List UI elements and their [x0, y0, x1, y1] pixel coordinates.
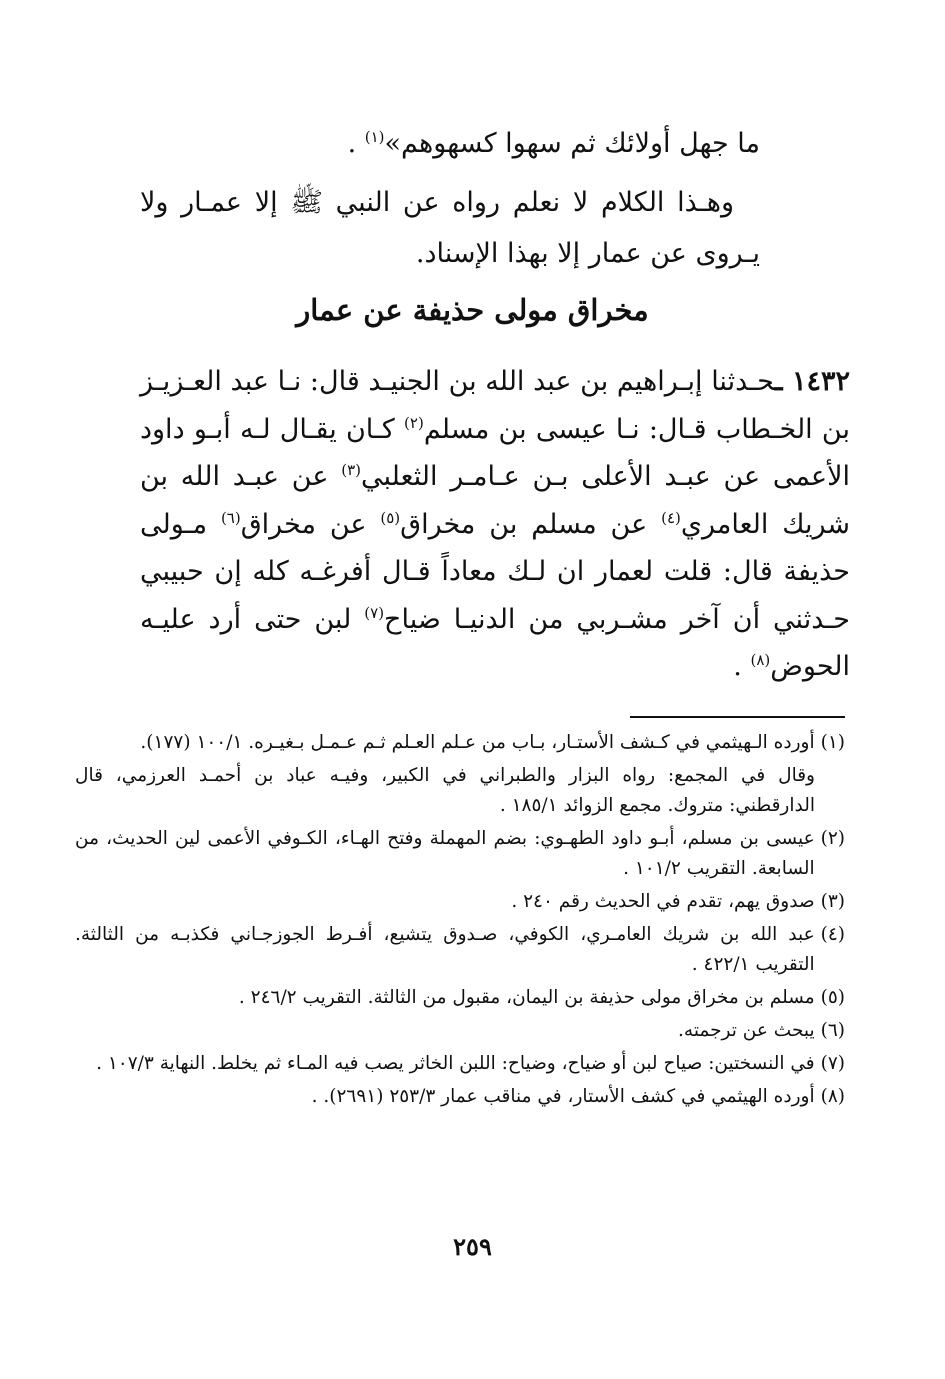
narration-paragraph: وهـذا الكلام لا نعلم رواه عن النبي ﷺ إلا عمـار ولا يـروى عن عمار إلا بهذا الإسناد. — [140, 187, 760, 269]
continuation-text: ما جهل أولائك ثم سهوا كسهوهم» — [384, 128, 760, 159]
footnote-text: صدوق يهم، تقدم في الحديث رقم ٢٤٠ . — [511, 891, 815, 912]
hadith-part-3: عن عبـد الله بن شريك العامري — [140, 461, 850, 540]
footnote-text: يبحث عن ترجمته. — [678, 1020, 815, 1041]
footnote-number: (٥) — [820, 987, 845, 1008]
hadith-entry — [140, 358, 850, 691]
footnote-text: أورده الهيثمي في كشف الأستار، في مناقب عمار ٢٥٣/٣ (٢٦٩١). . — [311, 1086, 815, 1107]
hadith-part-2: كـان يقـال لـه أبـو داود الأعمى عن عبـد الأعلى بـن عـامـر الثعلبي — [140, 413, 851, 492]
footnote-number: (٣) — [820, 891, 845, 912]
footnote-ref-4: (٤) — [661, 508, 681, 527]
footnote-ref-6: (٦) — [220, 508, 241, 527]
footnote-number: (٤) — [820, 924, 845, 945]
footnote-6 — [75, 1016, 845, 1046]
footnote-text: عيسى بن مسلم، أبـو داود الطهـوي: بضم المهملة وفتح الهـاء، الكـوفي الأعمى لين الحديث، من السابعة. التقريب ١٠١/٢ . — [75, 828, 815, 879]
footnote-1-continuation: وقال في المجمع: رواه البزار والطبراني في الكبير، وفيـه عباد بن أحمـد العرزمي، قال الدارقطني: متروك. مجمع الزوائد ١٨٥/١ . — [75, 765, 815, 816]
footnote-4 — [75, 920, 845, 980]
footnote-ref-3: (٣) — [341, 461, 361, 479]
main-text — [140, 118, 760, 279]
hadith-part-5: عن مخراق — [240, 508, 381, 540]
footnote-8 — [75, 1082, 845, 1112]
continuation-line — [140, 118, 760, 169]
footnote-number: (٧) — [820, 1053, 845, 1074]
hadith-number: ١٤٣٢ ـ — [774, 366, 850, 397]
footnote-number: (٦) — [820, 1020, 845, 1041]
footnote-3 — [75, 887, 845, 917]
hadith-part-8: . — [733, 651, 751, 682]
hadith-part-6: مـولى حذيفة قال: قلت لعمار ان لـك معاداً قـال أفرغـه كله إن حبيبي حـدثني أن آخر مشـربي من الدنيـا ضياح — [140, 508, 850, 635]
footnote-number: (٢) — [820, 828, 845, 849]
page-number: ٢٥٩ — [453, 1232, 492, 1261]
footnote-divider — [630, 716, 845, 718]
footnote-1 — [75, 728, 845, 758]
footnote-text: عبد الله بن شريك العامـري، الكوفي، صـدوق يتشيع، أفـرط الجوزجـاني فكذبـه من الثالثة. التقريب ٤٢٢/١ . — [75, 924, 815, 975]
continuation-end: . — [347, 128, 365, 159]
footnote-text: في النسختين: صياح لبن أو ضياح، وضياح: اللبن الخاثر يصب فيه المـاء ثم يخلط. النهاية ١٠٧/٣ . — [96, 1053, 815, 1074]
footnote-ref-1: (١) — [364, 128, 385, 146]
footnote-2 — [75, 824, 845, 884]
footnotes — [75, 728, 845, 1115]
footnote-ref-2: (٢) — [404, 413, 424, 432]
footnote-7 — [75, 1049, 845, 1079]
footnote-ref-5: (٥) — [380, 508, 401, 527]
hadith-part-4: عن مسلم بن مخراق — [400, 508, 662, 540]
hadith-part-1: حـدثنا إبـراهيم بن عبد الله بن الجنيـد قال: نـا عبد العـزيـز بن الخـطاب قـال: نـا عيسى بن مسلم — [140, 366, 850, 445]
footnote-5 — [75, 983, 845, 1013]
footnote-ref-7: (٧) — [364, 603, 385, 622]
hadith-part-7: لبن حتى أرد عليـه الحوض — [140, 603, 850, 682]
footnote-ref-8: (٨) — [750, 651, 771, 669]
footnote-text: مسلم بن مخراق مولى حذيفة بن اليمان، مقبول من الثالثة. التقريب ٢٤٦/٢ . — [238, 987, 815, 1008]
footnote-number: (١) — [820, 732, 845, 753]
footnote-number: (٨) — [820, 1086, 845, 1107]
hadith-text — [140, 358, 850, 691]
footnote-text: أورده الـهيثمي في كـشف الأستـار، بـاب من عـلم العـلم ثـم عـمـل بـغيـره. ١٠٠/١ (١٧٧). — [140, 732, 815, 753]
section-heading: مخراق مولى حذيفة عن عمار — [296, 293, 649, 327]
